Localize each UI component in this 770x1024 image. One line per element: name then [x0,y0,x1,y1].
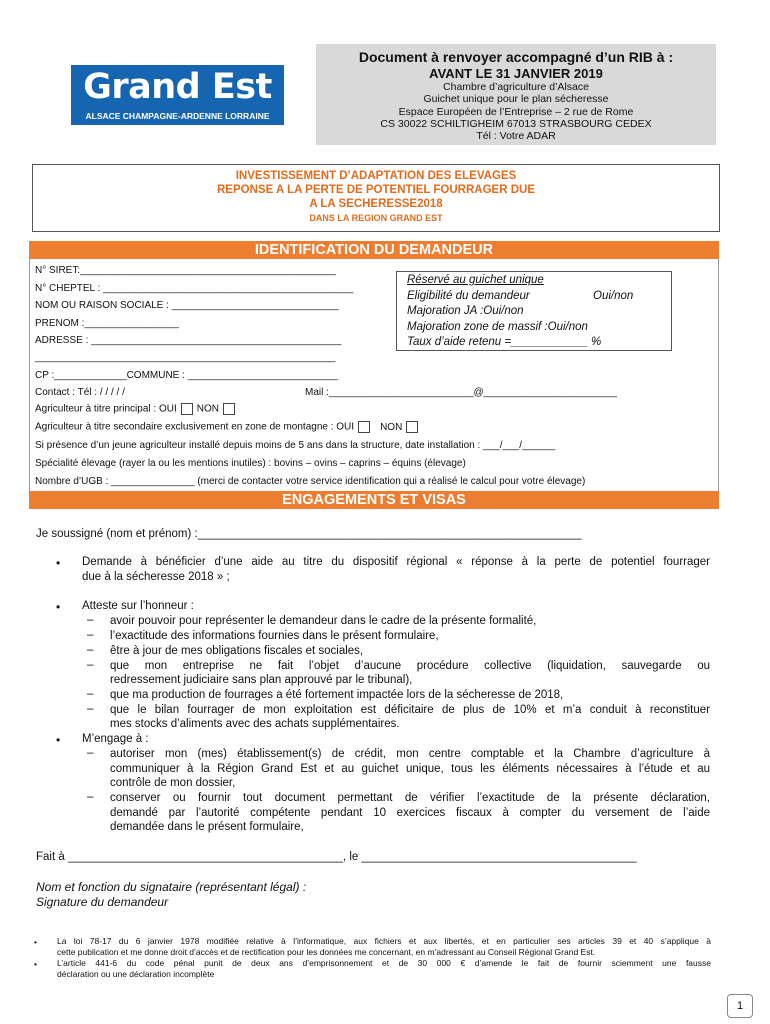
engagement-item: conserver ou fournir tout document permettant de vérifier l’exactitude de la présente déclaration, [110,792,710,804]
attestation-item: avoir pouvoir pour représenter le demandeur dans le cadre de la présente formalité, [110,615,537,627]
fait-a-field[interactable]: Fait à ___________________________________________, le ___________________________________________ [36,851,637,863]
footnote-line: cette publication et me donne droit d’accès et de rectification pour les données me concernant, en m’adressant au Conseil Régional Grand Est. [57,947,596,957]
bullet-icon: • [34,937,37,947]
engagement-item: autoriser mon (mes) établissement(s) de crédit, mon centre comptable et la Chambre d’agriculture à [110,748,710,760]
principal-oui-checkbox[interactable] [181,403,193,415]
dash-icon: – [87,791,94,803]
secondaire-non-label: NON [380,421,403,433]
logo-subtitle: ALSACE CHAMPAGNE-ARDENNE LORRAINE [85,111,270,121]
send-instructions-box [316,44,716,145]
address-line: Chambre d’agriculture d’Alsace [443,81,589,93]
engagement-item-cont: contrôle de mon dossier, [110,777,236,789]
jeune-agriculteur-field[interactable]: Si présence d’un jeune agriculteur installé depuis moins de 5 ans dans la structure, date installation : ___/___/______ [35,440,556,451]
siret-field[interactable]: N° SIRET:______________________________________________ [35,265,336,276]
attestation-item-cont: redressement judiciaire sans plan approuvé par le tribunal), [110,674,413,686]
engagement-item-cont: demandée dans le présent formulaire, [110,821,304,833]
principal-non-checkbox[interactable] [223,403,235,415]
attestation-item: que mon entreprise ne fait l’objet d’aucune procédure collective (liquidation, sauvegarde ou [110,660,710,672]
signature-block [36,880,306,910]
bullet-icon: • [56,556,61,570]
soussigne-field[interactable]: Je soussigné (nom et prénom) :____________________________________________________________ [36,528,582,540]
page-number: 1 [727,994,753,1018]
dash-icon: – [87,629,94,641]
atteste-label: Atteste sur l’honneur : [82,600,194,612]
bullet-icon: • [56,733,61,747]
attestation-item: l’exactitude des informations fournies dans le présent formulaire, [110,630,439,642]
cp-commune-field[interactable]: CP :_____________COMMUNE : ___________________________ [35,370,338,381]
document-title-box [32,164,720,232]
dash-icon: – [87,614,94,626]
title-line: REPONSE A LA PERTE DE POTENTIEL FOURRAGER DUE [217,184,535,196]
address-line: Espace Européen de l’Entreprise – 2 rue de Rome [398,105,634,118]
address-line: CS 30022 SCHILTIGHEIM 67013 STRASBOURG CEDEX [380,117,652,130]
attestation-item-cont: mes stocks d’aliments avec des achats supplémentaires. [110,718,400,730]
section-heading-engagements: ENGAGEMENTS ET VISAS [29,491,719,509]
title-region: DANS LA REGION GRAND EST [309,213,443,223]
dash-icon: – [87,659,94,671]
eligibility-label: Eligibilité du demandeur [407,289,530,302]
principal-label: Agriculteur à titre principal : OUI [35,403,177,415]
mail-field[interactable]: Mail :__________________________@________________________ [305,387,618,398]
grand-est-logo [71,65,284,125]
dash-icon: – [87,703,94,715]
demande-line: Demande à bénéficier d’une aide au titre du dispositif régional « réponse à la perte de potentiel fourrager [82,556,710,568]
eligibility-value: Oui/non [593,289,634,302]
footnote-line: déclaration ou une déclaration incomplète [57,969,215,979]
bullet-icon: • [34,959,37,969]
signature-label: Signature du demandeur [36,895,169,909]
address-line: Tél : Votre ADAR [476,130,556,143]
reserved-title: Réservé au guichet unique [407,274,544,286]
title-line: A LA SECHERESSE2018 [309,198,443,210]
prenom-field[interactable]: PRENOM :_________________ [35,318,179,329]
principal-non-label: NON [196,403,219,415]
title-line: INVESTISSEMENT D’ADAPTATION DES ELEVAGES [235,170,517,182]
engagement-item-cont: demandé par l’autorité compétente pendant 10 exercices fiscaux à compter du versement de l’aide [110,807,710,819]
majoration-ja: Majoration JA :Oui/non [407,305,524,317]
send-title: Document à renvoyer accompagné d’un RIB à : [358,49,674,65]
ugb-field[interactable]: Nombre d’UGB : _______________ (merci de contacter votre service identification qui a réalisé le calcul pour votre élevage) [35,476,586,487]
adresse-field[interactable]: ADRESSE : _____________________________________________ [35,335,342,346]
attestation-item: que ma production de fourrages a été fortement impactée lors de la sécheresse de 2018, [110,689,564,701]
dash-icon: – [87,688,94,700]
section-heading-identification: IDENTIFICATION DU DEMANDEUR [29,241,719,259]
logo-text: Grand Est [83,67,272,107]
majoration-zone: Majoration zone de massif :Oui/non [407,320,588,333]
deadline: AVANT LE 31 JANVIER 2019 [429,66,603,81]
nom-field[interactable]: NOM OU RAISON SOCIALE : ______________________________ [35,300,339,311]
footnote-line: La loi 78-17 du 6 janvier 1978 modifiée relative à l’informatique, aux fichiers et aux libertés, et en particulier ses articles 39 et 40 s’applique à [57,936,711,946]
demande-line: due à la sécheresse 2018 » ; [82,571,230,583]
reserved-box [396,271,672,351]
aid-rate: Taux d’aide retenu =____________ % [407,336,602,348]
engagement-item-cont: communiquer à la Région Grand Est et au guichet unique, tous les éléments nécessaires à l’étude et au [110,763,710,775]
attestation-item: être à jour de mes obligations fiscales et sociales, [110,645,364,657]
secondaire-label: Agriculteur à titre secondaire exclusivement en zone de montagne : OUI [35,421,355,433]
signatory-label: Nom et fonction du signataire (représentant légal) : [36,880,307,894]
bullet-icon: • [56,600,61,614]
address-line: Guichet unique pour le plan sécheresse [423,93,609,106]
engage-label: M’engage à : [82,733,149,745]
specialite-field: Spécialité élevage (rayer la ou les mentions inutiles) : bovins – ovins – caprins – équins (élevage) [35,458,466,469]
dash-icon: – [87,644,94,656]
secondaire-non-checkbox[interactable] [406,421,418,433]
attestation-item: que le bilan fourrager de mon exploitation est déficitaire de plus de 10% et m’a conduit à reconstituer [110,704,710,716]
footnote-line: L’article 441-6 du code pénal punit de deux ans d’emprisonnement et de 30 000 € d’amende le fait de fournir sciemment une fausse [57,958,711,968]
dash-icon: – [87,747,94,759]
cheptel-field[interactable]: N° CHEPTEL : _____________________________________________ [35,283,354,294]
adresse-line2-field[interactable]: ______________________________________________________ [35,352,336,363]
secondaire-oui-checkbox[interactable] [358,421,370,433]
phone-field[interactable]: Contact : Tél : / / / / / [35,387,125,398]
